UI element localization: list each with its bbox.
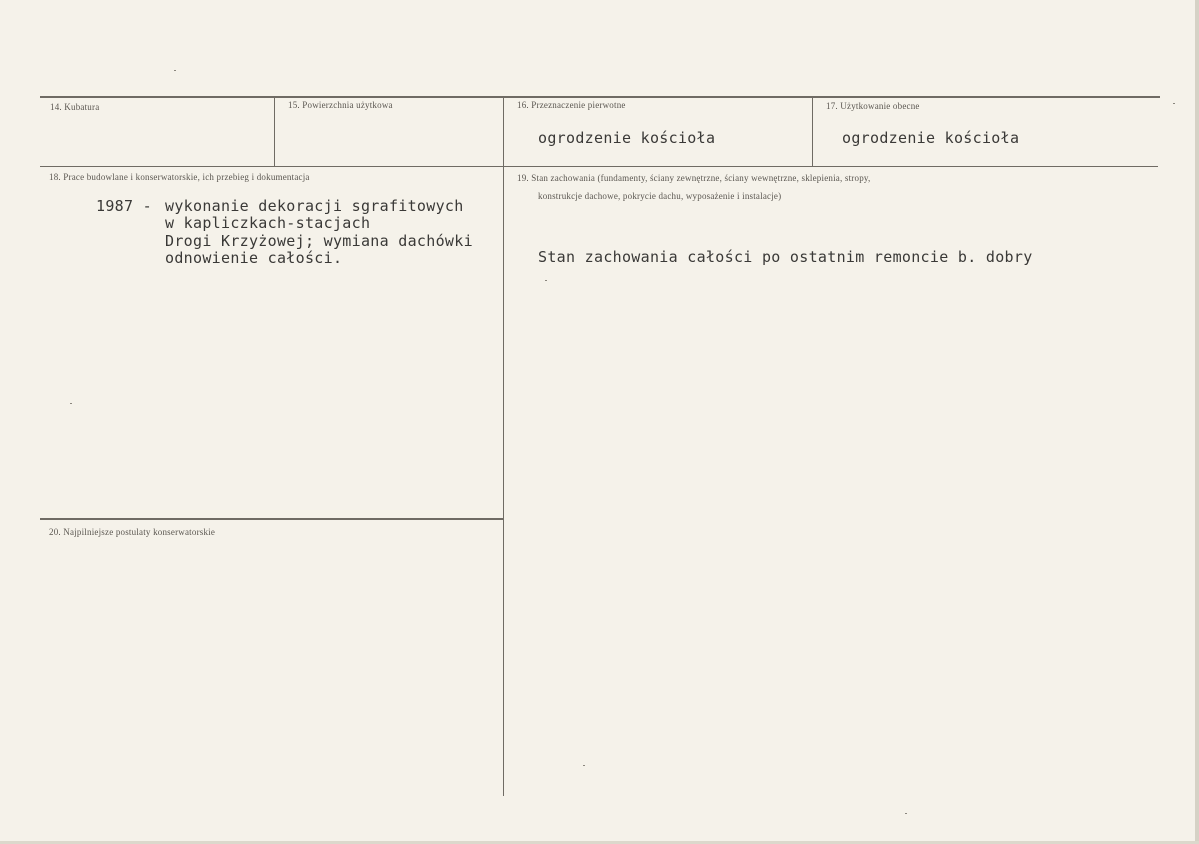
divider-16-17 [812,96,813,166]
field-18-line-4: odnowienie całości. [165,249,343,267]
row1-bottom-rule [40,166,1158,167]
field-19-label-line-2: konstrukcje dachowe, pokrycie dachu, wyposażenie i instalacje) [538,191,782,201]
paper-speck [174,70,176,71]
field-17-label: 17. Użytkowanie obecne [826,101,920,111]
paper-speck [905,813,907,814]
paper-speck [583,765,585,766]
field-18-label: 18. Prace budowlane i konserwatorskie, ich przebieg i dokumentacja [49,172,310,182]
field20-top-rule [40,518,503,520]
field-18-line-1: wykonanie dekoracji sgrafitowych [165,197,464,215]
paper-speck [1173,103,1175,104]
field-16-label: 16. Przeznaczenie pierwotne [517,100,626,110]
divider-main [503,166,504,796]
field-14-label: 14. Kubatura [50,102,100,112]
field-18-line-2: w kapliczkach-stacjach [165,214,371,232]
field-20-label: 20. Najpilniejsze postulaty konserwatorskie [49,527,216,537]
paper-speck [545,280,547,281]
divider-15-16 [503,96,504,166]
field-19-label-line-1: 19. Stan zachowania (fundamenty, ściany zewnętrzne, ściany wewnętrzne, sklepienia, stropy, [517,173,871,183]
field-19-value: Stan zachowania całości po ostatnim remoncie b. dobry [538,248,1033,266]
field-18-year: 1987 - [96,197,152,215]
field-15-label: 15. Powierzchnia użytkowa [288,100,393,110]
paper-speck [70,403,72,404]
card-edge-right [1195,0,1199,844]
field-17-value: ogrodzenie kościoła [842,129,1020,147]
field-16-value: ogrodzenie kościoła [538,129,716,147]
top-rule [40,96,1160,98]
divider-14-15 [274,96,275,166]
field-18-line-3: Drogi Krzyżowej; wymiana dachówki [165,232,473,250]
